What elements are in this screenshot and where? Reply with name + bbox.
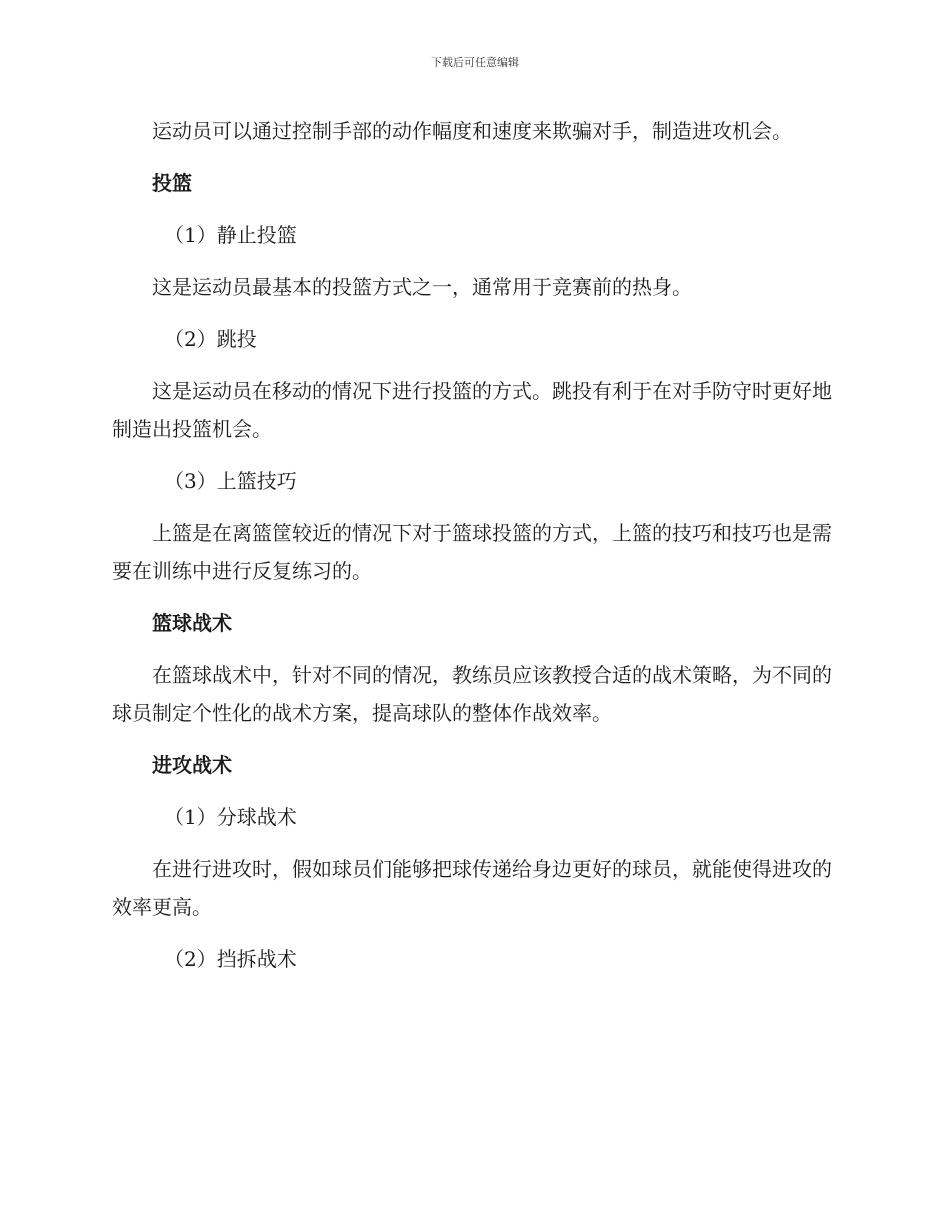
paragraph-tactics: 在篮球战术中，针对不同的情况，教练员应该教授合适的战术策略，为不同的球员制定个性化的战术方案，提高球队的整体作战效率。 <box>112 663 832 725</box>
paragraph-fake-moves: 运动员可以通过控制手部的动作幅度和速度来欺骗对手，制造进攻机会。 <box>152 119 792 143</box>
paragraph-passing-tactics: 在进行进攻时，假如球员们能够把球传递给身边更好的球员，就能使得进攻的效率更高。 <box>112 857 832 919</box>
heading-offense-tactics: 进攻战术 <box>152 753 232 777</box>
list-item-jump-shot: （2）跳投 <box>164 327 257 351</box>
list-item-passing-tactics: （1）分球战术 <box>164 805 297 829</box>
paragraph-layup: 上篮是在离篮筐较近的情况下对于篮球投篮的方式，上篮的技巧和技巧也是需要在训练中进行反复练习的。 <box>112 521 832 583</box>
heading-shooting: 投篮 <box>152 171 192 195</box>
heading-basketball-tactics: 篮球战术 <box>152 611 232 635</box>
list-item-layup: （3）上篮技巧 <box>164 469 297 493</box>
paragraph-jump-shot: 这是运动员在移动的情况下进行投篮的方式。跳投有利于在对手防守时更好地制造出投篮机会。 <box>112 379 832 441</box>
list-item-set-shot: （1）静止投篮 <box>164 223 297 247</box>
document-body <box>112 112 832 992</box>
list-item-pick-and-roll: （2）挡拆战术 <box>164 947 297 971</box>
page-header: 下载后可任意编辑 <box>431 56 519 69</box>
paragraph-set-shot: 这是运动员最基本的投篮方式之一，通常用于竞赛前的热身。 <box>152 275 692 299</box>
